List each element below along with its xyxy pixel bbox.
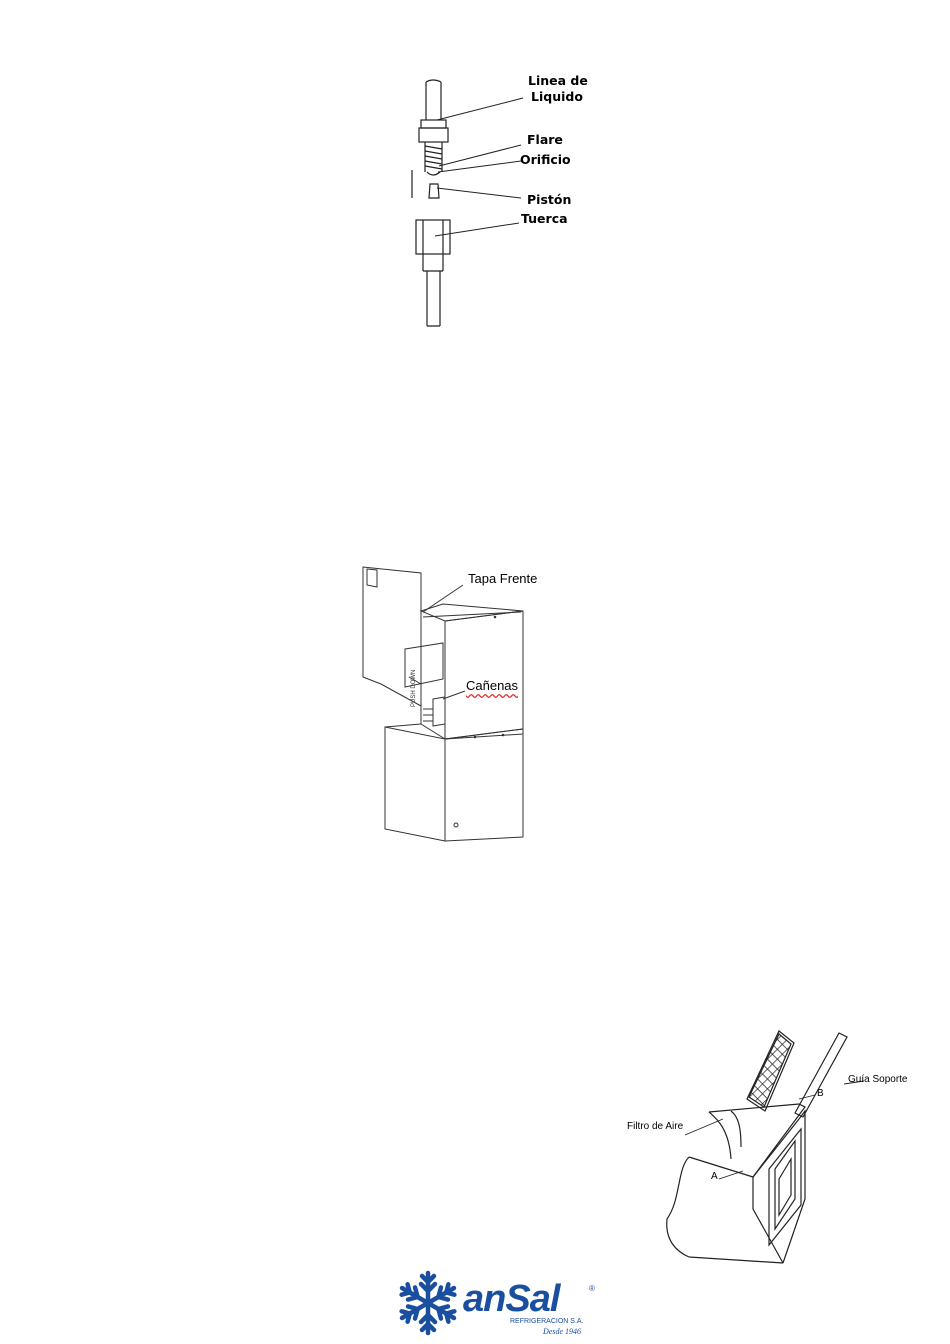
air-filter-drawing xyxy=(619,1019,908,1264)
air-handler-drawing xyxy=(345,559,546,852)
label-b: B xyxy=(817,1088,824,1099)
logo-since: Desde 1946 xyxy=(543,1327,581,1336)
figure-air-filter xyxy=(619,1019,908,1264)
label-a: A xyxy=(711,1171,718,1182)
label-canenas: Cañenas xyxy=(466,678,519,693)
label-tapa-frente: Tapa Frente xyxy=(468,571,538,586)
logo-registered: ® xyxy=(589,1284,595,1293)
figure-liquid-line-piston xyxy=(383,58,600,333)
snowflake-icon xyxy=(393,1268,463,1338)
push-down-text: PUSH DOWN xyxy=(411,669,417,707)
logo-brand: anSal xyxy=(463,1278,560,1320)
label-linea-line2: Liquido xyxy=(531,89,583,104)
label-tuerca: Tuerca xyxy=(521,211,568,226)
label-filtro-de-aire: Filtro de Aire xyxy=(627,1121,684,1132)
label-flare: Flare xyxy=(527,132,563,147)
label-orificio: Orificio xyxy=(520,152,571,167)
figure-air-handler-cabinet xyxy=(345,559,546,852)
logo-company: REFRIGERACION S.A. xyxy=(510,1318,584,1325)
label-linea-line1: Linea de xyxy=(528,73,588,88)
label-piston: Pistón xyxy=(527,192,572,207)
ansal-logo xyxy=(393,1268,605,1338)
label-guia-soporte: Guía Soporte xyxy=(848,1074,908,1085)
